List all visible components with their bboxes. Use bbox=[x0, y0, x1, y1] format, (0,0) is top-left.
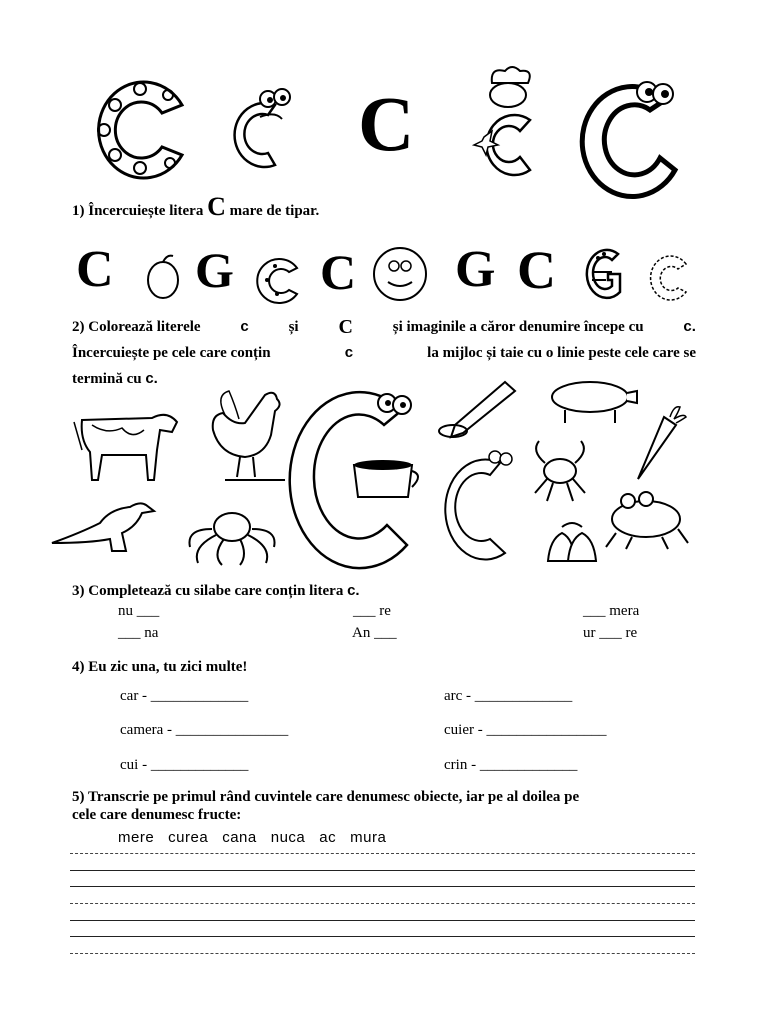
exercise-1-instruction bbox=[72, 192, 320, 222]
ex4-item-arc[interactable]: arc - _____________ bbox=[444, 688, 573, 704]
writing-line-solid[interactable] bbox=[70, 870, 695, 871]
ex5-word-list: mere curea cana nuca ac mura bbox=[118, 829, 387, 846]
carrot-picture[interactable] bbox=[628, 403, 688, 483]
frog-picture[interactable] bbox=[602, 483, 692, 553]
octopus-picture[interactable] bbox=[182, 507, 282, 567]
variant-c-serif[interactable]: C bbox=[320, 244, 357, 300]
pencil-picture[interactable] bbox=[435, 377, 520, 442]
variant-c-dashed[interactable] bbox=[648, 252, 694, 302]
writing-line-dashed[interactable] bbox=[70, 853, 695, 854]
ex3-cell-0-2[interactable]: ___ mera bbox=[583, 603, 640, 619]
ex3-cell-1-0[interactable]: ___ na bbox=[118, 625, 159, 641]
ex2-letter-2: c bbox=[344, 344, 354, 361]
cartoon-c-face-image bbox=[220, 85, 300, 175]
ex2-letter-small: c bbox=[240, 318, 249, 335]
exercise-4-title: 4) Eu zic una, tu zici multe! bbox=[72, 659, 248, 675]
exercise-1-letter: C bbox=[207, 192, 226, 221]
ex2-and: și bbox=[288, 319, 299, 335]
ex5-title-line-2: cele care denumesc fructe: bbox=[72, 807, 242, 823]
variant-c-fruit[interactable] bbox=[145, 252, 185, 302]
rooster-picture[interactable] bbox=[205, 385, 290, 485]
kangaroo-picture[interactable] bbox=[50, 495, 160, 557]
ex3-cell-0-0[interactable]: nu ___ bbox=[118, 603, 160, 619]
variant-c-dotted[interactable] bbox=[255, 254, 305, 304]
chef-c-image bbox=[470, 65, 550, 180]
exercise-1-number: 1) bbox=[72, 203, 85, 219]
writing-line-solid[interactable] bbox=[70, 936, 695, 937]
exercise-3-title bbox=[72, 580, 360, 602]
variant-g-outline[interactable]: G bbox=[195, 242, 234, 298]
ex4-item-cuier[interactable]: cuier - ________________ bbox=[444, 722, 607, 738]
ex4-item-crin[interactable]: crin - _____________ bbox=[444, 757, 578, 773]
bells-picture[interactable] bbox=[538, 517, 603, 567]
pictures-area bbox=[50, 375, 700, 570]
ex5-title-line-1: 5) Transcrie pe primul rând cuvintele care denumesc obiecte, iar pe al doilea pe bbox=[72, 789, 580, 805]
exercise-5-title bbox=[72, 788, 702, 824]
ex2-letter-3: c. bbox=[145, 370, 158, 387]
ex2-text-5: termină cu bbox=[72, 371, 142, 387]
writing-line-dashed[interactable] bbox=[70, 903, 695, 904]
ex3-title-letter: c. bbox=[347, 582, 360, 599]
letter-variants-row bbox=[70, 240, 700, 306]
ex2-text-2: și imaginile a căror denumire începe cu bbox=[392, 319, 644, 335]
ex2-letter-big: C bbox=[338, 316, 353, 338]
exercise-1-text: Încercuiește litera bbox=[88, 203, 204, 219]
ex4-item-cui[interactable]: cui - _____________ bbox=[120, 757, 249, 773]
variant-g-striped[interactable]: G bbox=[455, 241, 496, 298]
ex3-cell-1-1[interactable]: An ___ bbox=[352, 625, 397, 641]
variant-c-face[interactable] bbox=[370, 244, 430, 304]
variant-c-ornate[interactable]: C bbox=[76, 241, 114, 298]
cow-picture[interactable] bbox=[72, 400, 184, 485]
bold-c-eyes-image bbox=[575, 70, 695, 190]
writing-line-solid[interactable] bbox=[70, 920, 695, 921]
ex3-cell-1-2[interactable]: ur ___ re bbox=[583, 625, 638, 641]
writing-line-dashed[interactable] bbox=[70, 953, 695, 954]
ex2-text-1: 2) Colorează literele bbox=[72, 319, 201, 335]
ex2-text-4: la mijloc și taie cu o linie peste cele care se bbox=[427, 345, 696, 361]
dotted-c-image bbox=[90, 75, 195, 180]
ex4-item-car[interactable]: car - _____________ bbox=[120, 688, 249, 704]
exercise-1-text-end: mare de tipar. bbox=[229, 203, 320, 219]
pig-picture[interactable] bbox=[545, 375, 640, 425]
ex4-item-camera[interactable]: camera - _______________ bbox=[120, 722, 289, 738]
ex3-title-text: 3) Completează cu silabe care conțin litera bbox=[72, 583, 344, 599]
ex3-cell-0-1[interactable]: ___ re bbox=[353, 603, 391, 619]
variant-c-outline[interactable]: C bbox=[517, 240, 556, 300]
small-c-face-picture[interactable] bbox=[440, 443, 525, 563]
ex2-text-3: Încercuiește pe cele care conțin bbox=[72, 345, 271, 361]
header-plain-c: C bbox=[358, 80, 415, 167]
big-c-cup-picture[interactable] bbox=[292, 375, 432, 565]
variant-g-flag[interactable] bbox=[582, 242, 627, 302]
writing-line-solid[interactable] bbox=[70, 886, 695, 887]
header-letters bbox=[80, 65, 700, 195]
crab-picture[interactable] bbox=[525, 433, 595, 508]
ex2-letter-1: c. bbox=[683, 318, 696, 335]
